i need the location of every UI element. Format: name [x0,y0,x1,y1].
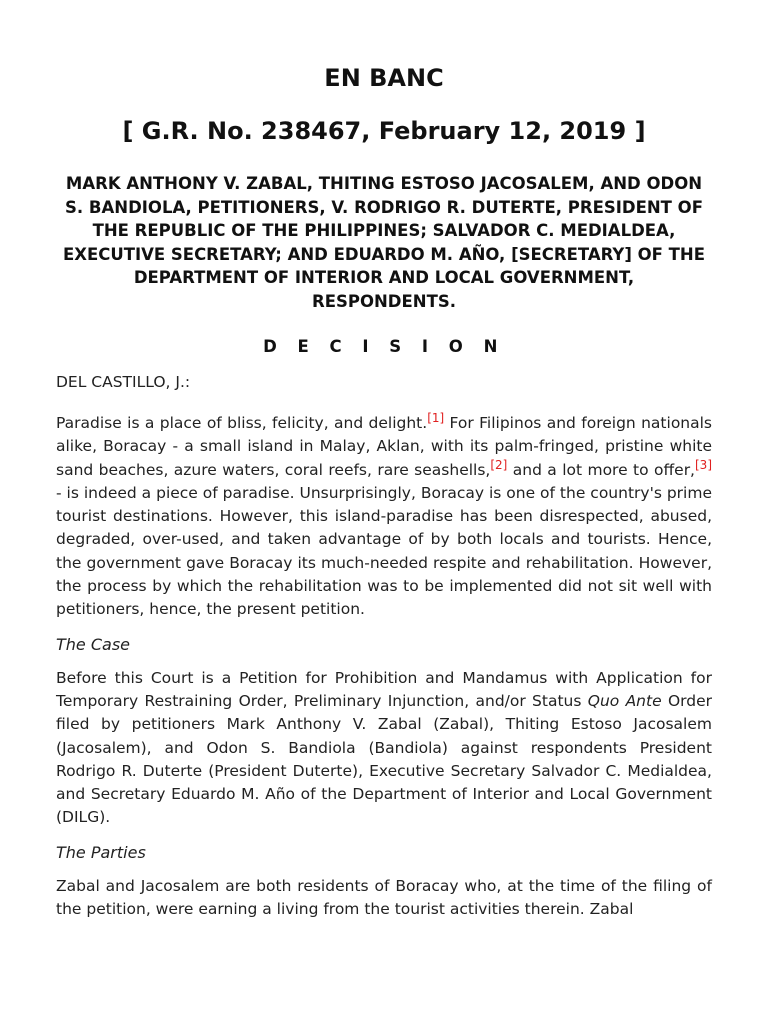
footnote-link-1[interactable]: [1] [427,410,445,425]
intro-text-3: and a lot more to offer, [507,460,695,479]
intro-text-2: For Filipinos and foreign nationals alike, Boracay - a small island in Malay, Aklan, with its palm-fringed, pristine white sand beaches, azure waters, coral reefs, rare seashells, [56,414,713,479]
case-parties-title: MARK ANTHONY V. ZABAL, THITING ESTOSO JACOSALEM, AND ODON S. BANDIOLA, PETITIONERS, V. RODRIGO R. DUTERTE, PRESIDENT OF THE REPUBLIC OF THE PHILIPPINES; SALVADOR C. MEDIALDEA, EXECUTIVE SECRETARY; AND EDUARDO M. AÑO, [SECRETARY] OF THE DEPARTMENT OF INTERIOR AND LOCAL GOVERNMENT, RESPONDENTS. [62,174,706,311]
section-heading-the-parties: The Parties [56,842,146,862]
footnote-link-2[interactable]: [2] [490,457,508,472]
parties-paragraph: Zabal and Jacosalem are both residents of Boracay who, at the time of the filing of the petition, were earning a living from the tourist activities therein. Zabal [56,876,712,919]
court-division: EN BANC [324,64,444,92]
ponente: DEL CASTILLO, J.: [56,373,191,391]
footnote-link-3[interactable]: [3] [695,457,712,472]
case-number: [ G.R. No. 238467, February 12, 2019 ] [122,117,646,145]
decision-label: D E C I S I O N [263,337,505,356]
case-text-italic: Quo Ante [587,691,662,710]
section-heading-the-case: The Case [56,634,130,654]
case-paragraph [56,667,712,830]
intro-text-4: - is indeed a piece of paradise. Unsurprisingly, Boracay is one of the country's prime tourist destinations. However, this island-paradise has been disrespected, abused, degraded, over-used, and taken advantage of by both locals and tourists. Hence, the government gave Boracay its much-needed respite and rehabilitation. However, the process by which the rehabilitation was to be implemented did not sit well with petitioners, hence, the present petition. [56,483,712,619]
case-text-2: Order filed by petitioners Mark Anthony V. Zabal (Zabal), Thiting Estoso Jacosalem (Jacosalem), and Odon S. Bandiola (Bandiola) against respondents President Rodrigo R. Duterte (President Duterte), Executive Secretary Salvador C. Medialdea, and Secretary Eduardo M. Año of the Department of Interior and Local Government (DILG). [56,691,712,827]
intro-paragraph [56,412,712,622]
intro-text-1: Paradise is a place of bliss, felicity, and delight. [56,414,428,432]
document-page [56,0,712,921]
case-text-1: Before this Court is a Petition for Prohibition and Mandamus with Application for Temporary Restraining Order, Preliminary Injunction, and/or Status [56,668,712,710]
